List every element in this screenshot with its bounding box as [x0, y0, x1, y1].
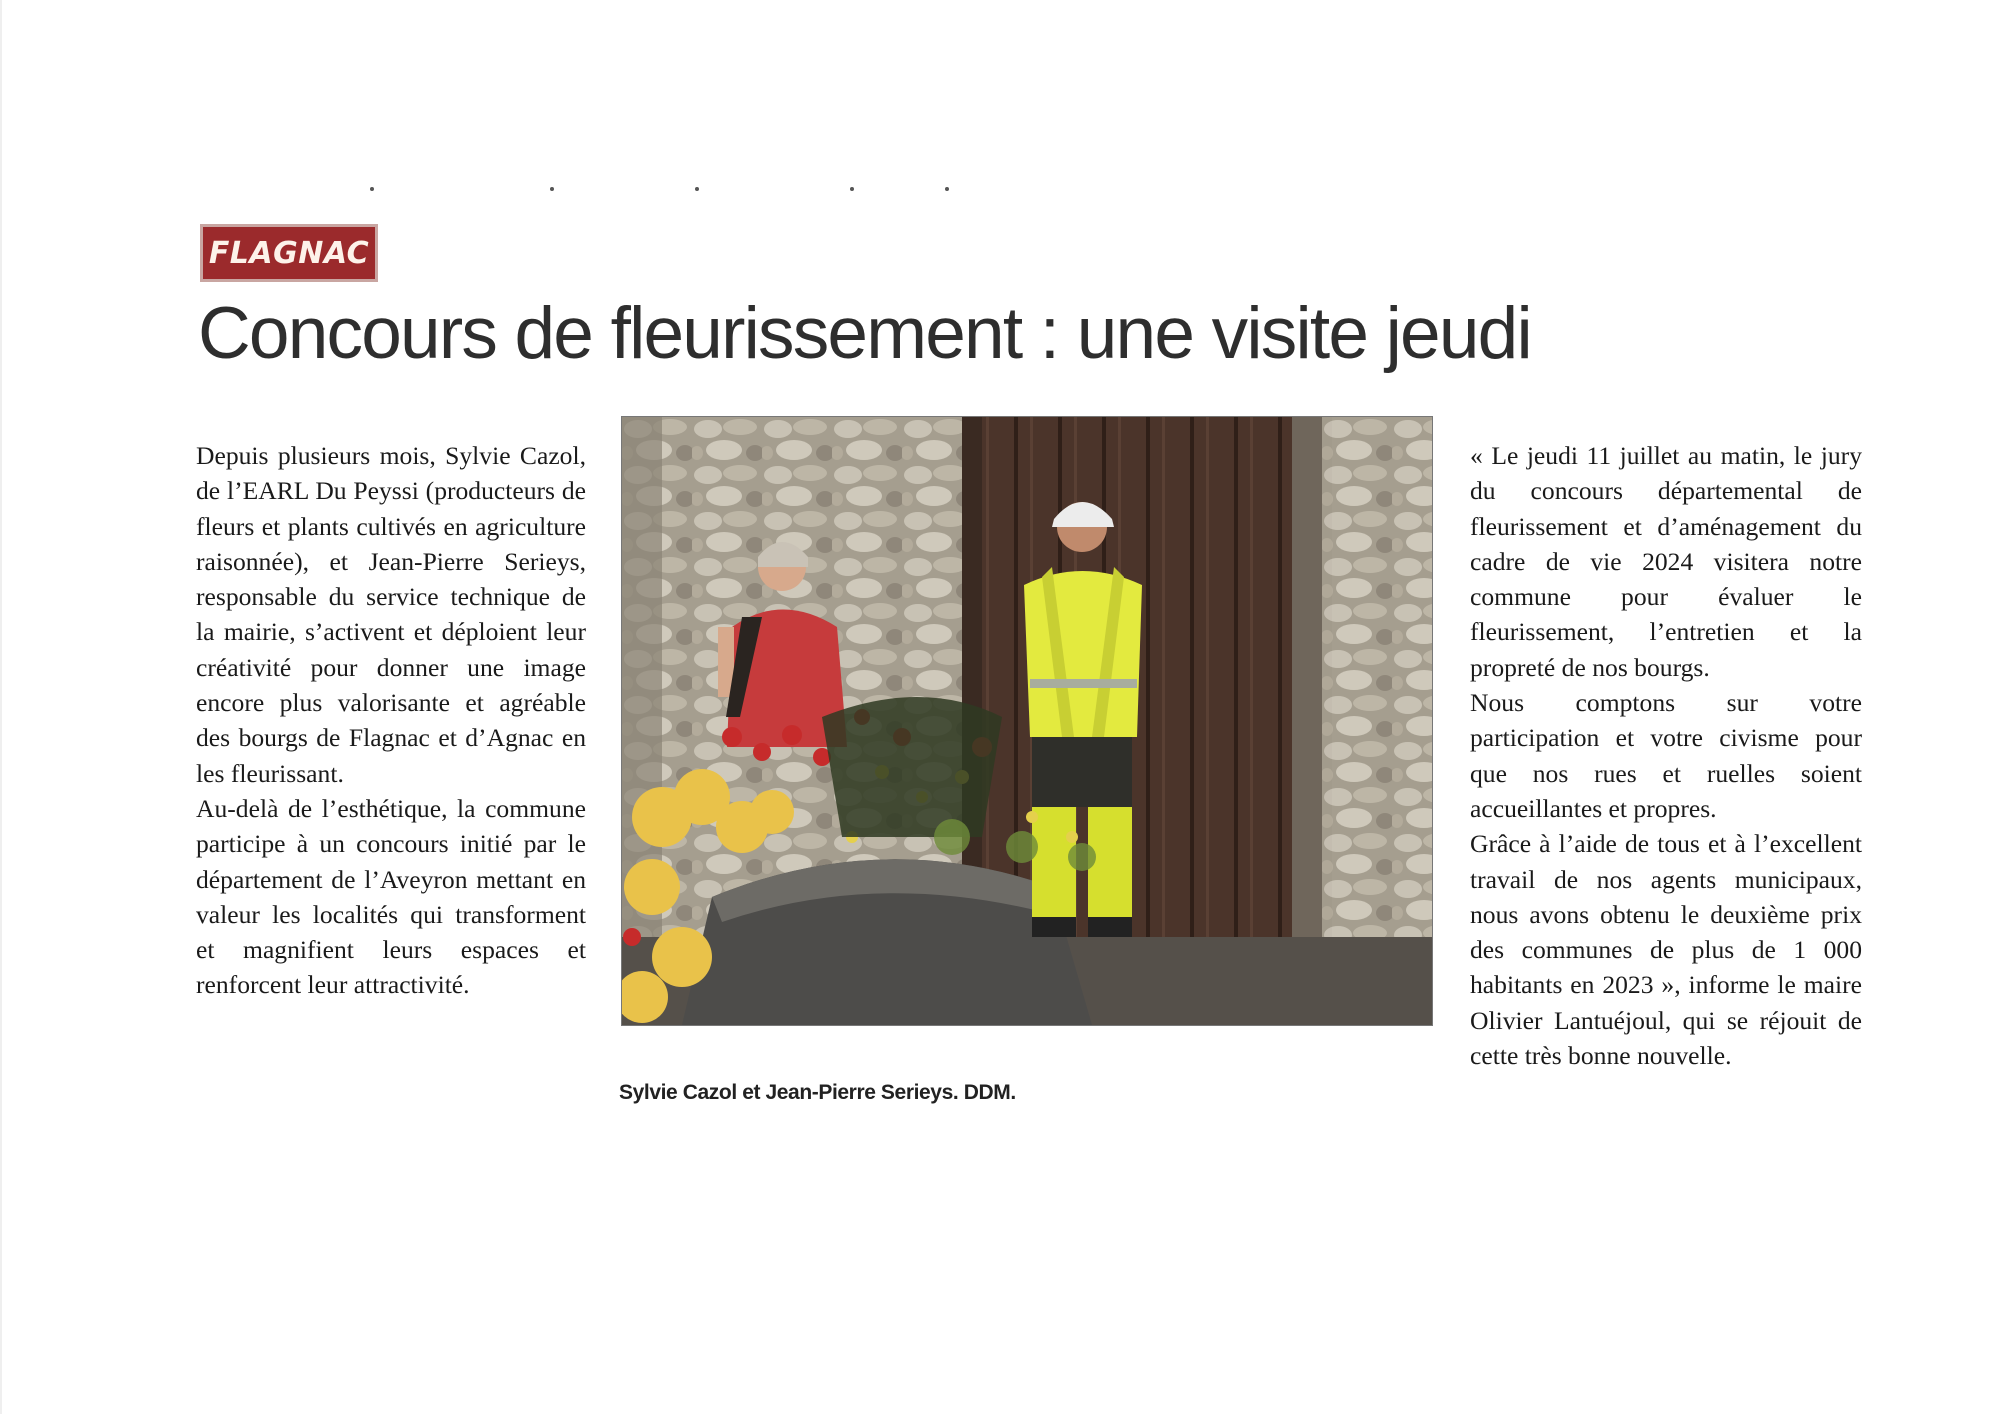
photo-caption: Sylvie Cazol et Jean-Pierre Serieys. DDM. — [619, 1081, 1016, 1104]
article-right-column — [1470, 438, 1862, 1073]
paragraph: Depuis plusieurs mois, Sylvie Cazol, de l’EARL Du Peyssi (producteurs de fleurs et plants cultivés en agriculture raisonnée), et Jean-Pierre Serieys, responsable du service technique de la mairie, s’activent et déploient leur créativité pour donner une image encore plus valorisante et agréable des bourgs de Flagnac et d’Agnac en les fleurissant. — [196, 441, 586, 788]
article-photo — [621, 416, 1433, 1026]
paragraph: Au-delà de l’esthétique, la commune participe à un concours initié par le département de l’Aveyron mettant en valeur les localités qui transforment et magnifient leurs espaces et renforcent leur attractivité. — [196, 793, 586, 1000]
scan-edge — [0, 0, 2, 1414]
kicker-label: FLAGNAC — [208, 235, 370, 271]
paragraph: Grâce à l’aide de tous et à l’excellent travail de nos agents municipaux, nous avons obtenu le deuxième prix des communes de plus de 1 000 habitants en 2023 », informe le maire Olivier Lantuéjoul, qui se réjouit de cette très bonne nouvelle. — [1470, 829, 1862, 1071]
article-left-column — [196, 438, 586, 1003]
paragraph: « Le jeudi 11 juillet au matin, le jury du concours départemental de fleurissement et d’aménagement du cadre de vie 2024 visitera notre commune pour évaluer le fleurissement, l’entretien et la propreté de nos bourgs. — [1470, 441, 1862, 682]
section-kicker — [200, 224, 378, 282]
scan-artifact-dots — [370, 187, 970, 193]
paragraph: Nous comptons sur votre participation et votre civisme pour que nos rues et ruelles soient accueillantes et propres. — [1470, 688, 1862, 823]
article-headline: Concours de fleurissement : une visite jeudi — [198, 293, 1531, 374]
